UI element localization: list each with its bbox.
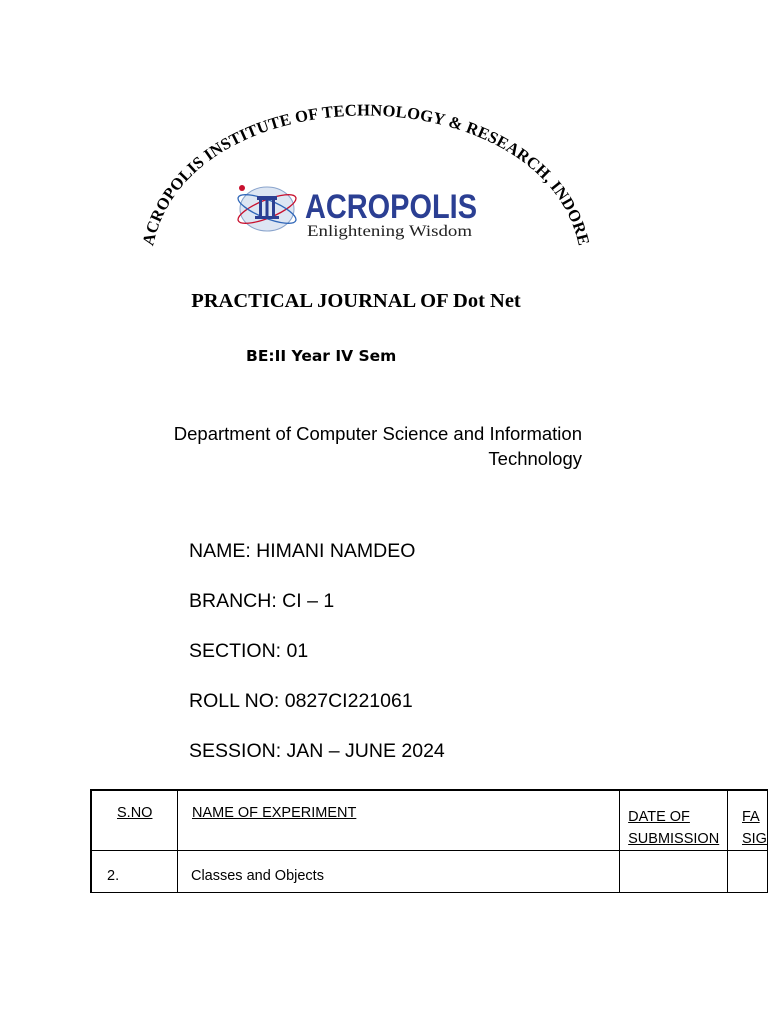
logo-name: ACROPOLIS	[305, 188, 477, 226]
department	[152, 421, 582, 471]
header-faculty-signature: FA SIG	[727, 790, 767, 851]
student-branch: BRANCH: CI – 1	[189, 590, 335, 612]
row-sno: 2.	[91, 851, 177, 893]
student-roll-no: ROLL NO: 0827CI221061	[189, 690, 413, 712]
department-line-2: Technology	[488, 448, 582, 469]
header-experiment: NAME OF EXPERIMENT	[177, 790, 619, 851]
table-header-row	[91, 790, 768, 851]
institute-logo	[130, 80, 600, 265]
student-section: SECTION: 01	[189, 640, 309, 662]
header-date-of-submission: DATE OF SUBMISSION	[620, 790, 728, 851]
row-faculty-signature	[727, 851, 767, 893]
header-sno: S.NO	[91, 790, 177, 851]
page-title: PRACTICAL JOURNAL OF Dot Net	[191, 290, 521, 312]
year-semester: BE:II Year IV Sem	[246, 347, 397, 365]
row-experiment: Classes and Objects	[177, 851, 619, 893]
globe-emblem-icon	[235, 185, 299, 231]
department-line-1: Department of Computer Science and Information	[173, 423, 582, 444]
experiment-table	[90, 789, 768, 893]
logo-tagline: Enlightening Wisdom	[307, 223, 472, 240]
table-row	[91, 851, 768, 893]
logo-arc-text: ACROPOLIS INSTITUTE OF TECHNOLOGY & RESEARCH, INDORE	[138, 100, 594, 248]
row-date	[620, 851, 728, 893]
student-name: NAME: HIMANI NAMDEO	[189, 540, 416, 562]
student-session: SESSION: JAN – JUNE 2024	[189, 740, 445, 762]
